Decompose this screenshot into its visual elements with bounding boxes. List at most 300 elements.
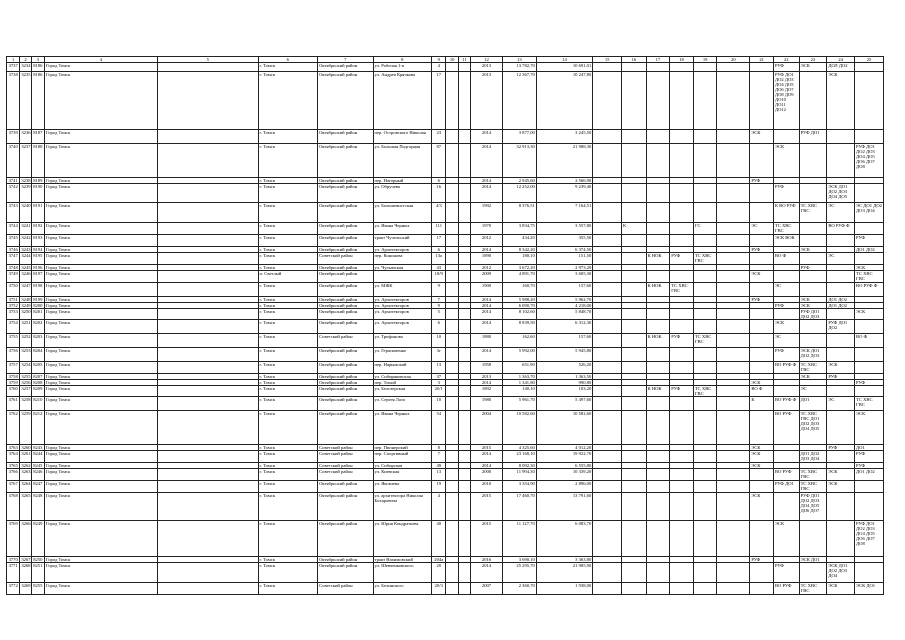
col-11-cell	[458, 348, 470, 362]
col-21-cell	[750, 235, 774, 247]
year-cell: 2004	[471, 411, 503, 445]
year-cell: 2007	[471, 583, 503, 595]
col-18-cell	[670, 72, 694, 130]
living-area-cell: 4 012,20	[536, 445, 592, 451]
locality-cell: г. Томск	[258, 144, 318, 178]
col-21-cell: ЭСК	[750, 463, 774, 469]
col-21-cell: ЭСК	[750, 271, 774, 283]
col-23-cell	[799, 563, 827, 583]
col-21-cell: РУФ	[750, 178, 774, 184]
street-cell: ул. Юрия Кондратьева	[373, 521, 432, 557]
row-number-cell: 3761	[7, 397, 20, 411]
district-cell: Октябрьский район	[318, 374, 373, 380]
entry-number-cell: 3265	[20, 493, 31, 521]
col-19-cell	[693, 184, 717, 203]
col-18-cell	[670, 397, 694, 411]
row-number-cell: 3757	[7, 362, 20, 374]
living-area-cell: 4 218,00	[536, 303, 592, 309]
year-cell: 2014	[471, 309, 503, 320]
house-number-cell: 40	[432, 521, 446, 557]
col-18-cell: РУФ	[670, 334, 694, 348]
house-code-cell: 8247	[31, 481, 44, 493]
municipality-cell: Город Томск	[44, 451, 157, 463]
table-row	[7, 63, 884, 72]
column-number-20: 20	[717, 57, 750, 63]
total-area-cell: 17 460,70	[502, 493, 536, 521]
entry-number-cell: 3237	[20, 144, 31, 178]
row-number-cell: 3740	[7, 144, 20, 178]
street-cell: ул. Обручева	[373, 184, 432, 203]
col-16-cell	[622, 397, 647, 411]
col-10-cell	[446, 397, 458, 411]
col-23-cell	[799, 235, 827, 247]
col-22-cell: ВО РУФ Ф	[773, 362, 799, 374]
year-cell: 2014	[471, 130, 503, 144]
col-11-cell	[458, 397, 470, 411]
locality-cell: г. Томск	[258, 247, 318, 253]
total-area-cell: 32 913,30	[502, 144, 536, 178]
house-code-cell: 8246	[31, 469, 44, 481]
year-cell: 2013	[471, 63, 503, 72]
municipality-cell: Город Томск	[44, 411, 157, 445]
column-number-9: 9	[432, 57, 446, 63]
table-row	[7, 386, 884, 397]
col-18-cell: РУФ	[670, 386, 694, 397]
col-20-cell	[717, 386, 750, 397]
col-11-cell	[458, 144, 470, 178]
col-20-cell	[717, 253, 750, 265]
year-cell: 1890	[471, 253, 503, 265]
row-number-cell: 3763	[7, 445, 20, 451]
district-cell: Октябрьский район	[318, 130, 373, 144]
col-17-cell	[646, 320, 670, 334]
living-area-cell: 6 083,70	[536, 521, 592, 557]
living-area-cell: 2 566,90	[536, 178, 592, 184]
street-cell: ул. Архитекторов	[373, 309, 432, 320]
col-20-cell	[717, 493, 750, 521]
living-area-cell: 6 374,50	[536, 247, 592, 253]
district-cell: Октябрьский район	[318, 144, 373, 178]
col-16-cell	[622, 493, 647, 521]
col-10-cell	[446, 334, 458, 348]
col-25-cell	[855, 493, 884, 521]
col-11-cell	[458, 521, 470, 557]
district-cell: Октябрьский район	[318, 493, 373, 521]
entry-number-cell: 3239	[20, 184, 31, 203]
col-16-cell	[622, 451, 647, 463]
street-cell: ул. Чулымская	[373, 265, 432, 271]
row-number-cell: 3760	[7, 386, 20, 397]
col-22-cell: ВО РУФ	[773, 411, 799, 445]
col-17-cell: К НОК	[646, 283, 670, 297]
total-area-cell: 5 992,00	[502, 348, 536, 362]
row-number-cell: 3759	[7, 380, 20, 386]
total-area-cell: 13 782,70	[502, 63, 536, 72]
house-code-cell: 8208	[31, 380, 44, 386]
col-19-cell	[693, 144, 717, 178]
year-cell: 2000	[471, 469, 503, 481]
living-area-cell: 151,50	[536, 253, 592, 265]
col-25-cell: РУФ	[855, 380, 884, 386]
locality-cell: г. Томск	[258, 386, 318, 397]
col-18-cell	[670, 469, 694, 481]
col-10-cell	[446, 583, 458, 595]
col-10-cell	[446, 184, 458, 203]
municipality-cell: Город Томск	[44, 235, 157, 247]
entry-number-cell: 3262	[21, 463, 31, 468]
street-cell: ул. Архитекторов	[373, 303, 432, 309]
locality-cell: г. Томск	[258, 397, 318, 411]
col-20-cell	[717, 397, 750, 411]
column-number-23: 23	[799, 57, 827, 63]
house-number-cell: 17	[432, 72, 446, 130]
settlement-blank-cell	[157, 253, 258, 265]
municipality-cell: Город Томск	[44, 297, 157, 303]
col-20-cell	[717, 309, 750, 320]
table-row	[7, 309, 884, 320]
table-row	[7, 521, 884, 557]
col-22-cell: РУФ	[773, 563, 799, 583]
col-21-cell	[750, 320, 774, 334]
house-number-cell: 7	[432, 451, 446, 463]
locality-cell: г. Томск	[258, 463, 318, 469]
house-code-cell: 8210	[31, 397, 44, 411]
col-25-cell: ВО РУФ Ф	[855, 283, 884, 297]
district-cell: Октябрьский район	[318, 380, 373, 386]
settlement-blank-cell	[157, 223, 258, 235]
col-16-cell	[622, 271, 647, 283]
col-25-cell	[855, 72, 884, 130]
col-25-cell: РУФ ДО1 ДО2 ДО3 ДО4 ДО5 ДО6 ДО7 ДО8	[855, 144, 884, 178]
column-number-19: 19	[693, 57, 717, 63]
col-21-cell	[750, 253, 774, 265]
house-number-cell: 5	[432, 309, 446, 320]
locality-cell: г. Томск	[258, 178, 318, 184]
table-row	[7, 563, 884, 583]
column-number-24: 24	[827, 57, 855, 63]
col-10-cell	[446, 386, 458, 397]
year-cell: 2015	[471, 493, 503, 521]
col-15-cell	[593, 583, 622, 595]
total-area-cell: 1 363,70	[502, 374, 536, 380]
col-25-cell: ЭС ДО1 ДО2 ДО3 ДО4	[855, 203, 884, 223]
col-18-cell	[670, 309, 694, 320]
municipality-cell: Город Томск	[44, 309, 157, 320]
col-11-cell	[458, 130, 470, 144]
house-code-cell: 8186	[31, 72, 44, 130]
col-24-cell	[827, 309, 855, 320]
col-15-cell	[593, 309, 622, 320]
entry-number-cell: 3241	[20, 223, 31, 235]
column-number-6: 6	[258, 57, 318, 63]
col-15-cell	[593, 348, 622, 362]
col-25-cell	[855, 223, 884, 235]
column-number-14: 14	[536, 57, 592, 63]
entry-number-cell: 3248	[21, 297, 31, 302]
street-cell: пер. Тихий	[373, 380, 432, 386]
col-24-cell: ДО1 ДО2	[827, 303, 855, 309]
col-18-cell: ТС ХВС ГВС	[670, 283, 694, 297]
col-25-cell	[855, 362, 884, 374]
street-cell: пер. Пионерский	[373, 445, 432, 451]
col-21-cell: ЭС	[750, 223, 774, 235]
living-area-cell: 21 988,30	[536, 144, 592, 178]
table-row	[7, 451, 884, 463]
house-code-cell: 8201	[31, 309, 44, 320]
settlement-blank-cell	[157, 521, 258, 557]
col-15-cell	[593, 144, 622, 178]
row-number-cell: 3745	[7, 235, 20, 247]
municipality-cell: Город Томск	[44, 247, 157, 253]
living-area-cell: 21 985,90	[536, 563, 592, 583]
col-11-cell	[458, 451, 470, 463]
house-code-cell: 8244	[31, 451, 44, 463]
col-22-cell: ТС ХВС ГВС	[773, 223, 799, 235]
col-17-cell	[646, 348, 670, 362]
municipality-cell: Город Томск	[44, 320, 157, 334]
col-22-cell	[773, 309, 799, 320]
entry-number-cell: 3253	[20, 348, 31, 362]
house-code-cell: 8249	[31, 521, 44, 557]
district-cell: Октябрьский район	[318, 72, 373, 130]
street-cell: ул. Большая Подгорная	[373, 144, 432, 178]
entry-number-cell: 3266	[20, 521, 31, 557]
total-area-cell: 8 376,51	[502, 203, 536, 223]
house-number-cell: 9	[432, 283, 446, 297]
settlement-blank-cell	[157, 469, 258, 481]
col-21-cell	[750, 411, 774, 445]
col-22-cell: РУФ	[773, 184, 799, 203]
street-cell: ул. Ивана Черных	[373, 223, 432, 235]
street-cell: ул. Андрея Крячкова	[373, 72, 432, 130]
col-18-cell	[670, 144, 694, 178]
col-23-cell: ЭСК	[799, 247, 827, 253]
col-10-cell	[446, 283, 458, 297]
municipality-cell: Город Томск	[44, 348, 157, 362]
col-15-cell	[593, 203, 622, 223]
col-18-cell	[670, 184, 694, 203]
street-cell: пер. Нарымский	[373, 362, 432, 374]
col-11-cell	[458, 583, 470, 595]
column-number-17: 17	[646, 57, 670, 63]
total-area-cell: 23 168,10	[502, 451, 536, 463]
col-22-cell: ЭС	[773, 283, 799, 297]
municipality-cell: Город Томск	[44, 63, 157, 72]
col-17-cell	[646, 63, 670, 72]
column-number-13: 13	[502, 57, 536, 63]
col-21-cell	[750, 334, 774, 348]
street-cell: ул. Белозерская	[373, 386, 432, 397]
col-24-cell	[827, 130, 855, 144]
entry-number-cell: 3247	[20, 283, 31, 297]
year-cell: 2015	[471, 521, 503, 557]
total-area-cell: 11 994,30	[502, 469, 536, 481]
col-23-cell	[799, 320, 827, 334]
row-number-cell: 3751	[7, 297, 20, 303]
col-24-cell	[827, 451, 855, 463]
col-23-cell: ЭСК	[799, 297, 827, 303]
col-23-cell	[799, 334, 827, 348]
col-25-cell: РУФ	[855, 463, 884, 469]
entry-number-cell: 3268	[20, 563, 31, 583]
col-15-cell	[593, 411, 622, 445]
year-cell: 2014	[471, 144, 503, 178]
municipality-cell: Город Томск	[44, 563, 157, 583]
col-10-cell	[446, 271, 458, 283]
street-cell: ул. Сергея Лазо	[373, 397, 432, 411]
col-25-cell: ДО1	[855, 445, 884, 451]
col-16-cell	[622, 481, 647, 493]
col-11-cell	[458, 386, 470, 397]
total-area-cell: 12 252,00	[502, 184, 536, 203]
col-21-cell	[750, 521, 774, 557]
table-row	[7, 223, 884, 235]
locality-cell: г. Томск	[258, 184, 318, 203]
col-22-cell: ЭСК ВОК	[773, 235, 799, 247]
table-row	[7, 271, 884, 283]
municipality-cell: Город Томск	[44, 253, 157, 265]
col-10-cell	[446, 521, 458, 557]
column-number-3: 3	[31, 57, 44, 63]
col-21-cell	[750, 184, 774, 203]
house-code-cell: 8192	[31, 223, 44, 235]
col-16-cell	[622, 63, 647, 72]
street-cell: пер. Островского Николая	[373, 130, 432, 144]
col-20-cell	[717, 184, 750, 203]
house-code-cell: 8200	[31, 303, 44, 309]
living-area-cell: 3 605,30	[536, 271, 592, 283]
col-21-cell	[750, 469, 774, 481]
house-number-cell: 8	[432, 445, 446, 451]
locality-cell: г. Томск	[258, 374, 318, 380]
street-cell: пер. Спортивный	[373, 451, 432, 463]
col-20-cell	[717, 283, 750, 297]
living-area-cell: 19 922,70	[536, 451, 592, 463]
column-number-1: 1	[7, 57, 20, 63]
housing-register-table	[6, 56, 884, 595]
col-18-cell	[670, 411, 694, 445]
column-number-16: 16	[622, 57, 647, 63]
living-area-cell: 157,60	[536, 283, 592, 297]
col-24-cell: ДОЛ ДО2	[827, 63, 855, 72]
col-11-cell	[458, 271, 470, 283]
col-23-cell	[799, 283, 827, 297]
col-15-cell	[593, 184, 622, 203]
living-area-cell: 7 164,51	[536, 203, 592, 223]
settlement-blank-cell	[157, 348, 258, 362]
col-11-cell	[458, 411, 470, 445]
locality-cell: г. Томск	[258, 253, 318, 265]
locality-cell: г. Томск	[258, 235, 318, 247]
column-number-21: 21	[750, 57, 774, 63]
house-number-cell: 54	[432, 411, 446, 445]
street-cell	[373, 271, 432, 283]
district-cell: Октябрьский район	[318, 247, 373, 253]
table-row	[7, 481, 884, 493]
year-cell: 2012	[471, 235, 503, 247]
col-18-cell	[670, 362, 694, 374]
table-row	[7, 469, 884, 481]
entry-number-cell: 3269	[20, 583, 31, 595]
house-number-cell: 20/3	[432, 583, 446, 595]
total-area-cell: 180,10	[502, 253, 536, 265]
municipality-cell: Город Томск	[44, 397, 157, 411]
total-area-cell: 5 961,70	[502, 397, 536, 411]
living-area-cell: 3 557,80	[536, 223, 592, 235]
col-21-cell	[750, 481, 774, 493]
col-21-cell: ЭСК	[750, 130, 774, 144]
table-row	[7, 397, 884, 411]
entry-number-cell: 3249	[21, 303, 31, 308]
house-code-cell: 8202	[31, 320, 44, 334]
year-cell: 2009	[471, 271, 503, 283]
col-23-cell: ТС ХВС ГВС	[799, 583, 827, 595]
municipality-cell: Город Томск	[44, 463, 157, 469]
entry-number-cell: 3250	[20, 309, 31, 320]
col-25-cell	[855, 481, 884, 493]
locality-cell: г. Томск	[258, 223, 318, 235]
col-17-cell: К НОК	[646, 386, 670, 397]
living-area-cell: 355,50	[536, 235, 592, 247]
house-number-cell: 6	[432, 320, 446, 334]
col-10-cell	[446, 469, 458, 481]
col-25-cell	[855, 184, 884, 203]
entry-number-cell: 3263	[20, 469, 31, 481]
year-cell: 1980	[471, 397, 503, 411]
house-code-cell: 8205	[31, 362, 44, 374]
col-11-cell	[458, 63, 470, 72]
col-18-cell	[670, 563, 694, 583]
district-cell: Советский район	[318, 451, 373, 463]
col-19-cell	[693, 203, 717, 223]
district-cell: Октябрьский район	[318, 303, 373, 309]
house-code-cell: 8203	[31, 334, 44, 348]
house-number-cell: 3	[432, 380, 446, 386]
col-21-cell: РУФ	[750, 557, 774, 563]
col-24-cell: ЭС	[827, 253, 855, 265]
municipality-cell: Город Томск	[44, 72, 157, 130]
col-24-cell: ЭСК ДО1 ДО2 ДО3 ДО4	[827, 563, 855, 583]
col-23-cell	[799, 271, 827, 283]
house-code-cell: 8204	[31, 348, 44, 362]
house-code-cell: 8199	[31, 297, 44, 303]
col-24-cell	[827, 386, 855, 397]
house-number-cell: 4	[432, 493, 446, 521]
col-15-cell	[593, 63, 622, 72]
col-22-cell: К ВО РУФ	[773, 203, 799, 223]
col-10-cell	[446, 63, 458, 72]
col-20-cell	[717, 320, 750, 334]
col-19-cell: ГС	[693, 223, 717, 235]
col-16-cell	[622, 411, 647, 445]
col-23-cell: РУФ ДО1 ДО2 ДО3	[799, 309, 827, 320]
locality-cell: г. Томск	[258, 283, 318, 297]
col-20-cell	[717, 362, 750, 374]
settlement-blank-cell	[157, 397, 258, 411]
col-23-cell: ДО1	[799, 397, 827, 411]
col-17-cell	[646, 583, 670, 595]
table-row	[7, 235, 884, 247]
year-cell: 2013	[471, 374, 503, 380]
col-24-cell: ЭСК	[827, 362, 855, 374]
col-11-cell	[458, 493, 470, 521]
table-row	[7, 72, 884, 130]
col-21-cell	[750, 348, 774, 362]
municipality-cell: Город Томск	[44, 469, 157, 481]
total-area-cell: 11 127,70	[502, 521, 536, 557]
row-number-cell: 3741	[7, 178, 20, 184]
locality-cell: г. Томск	[258, 445, 318, 451]
